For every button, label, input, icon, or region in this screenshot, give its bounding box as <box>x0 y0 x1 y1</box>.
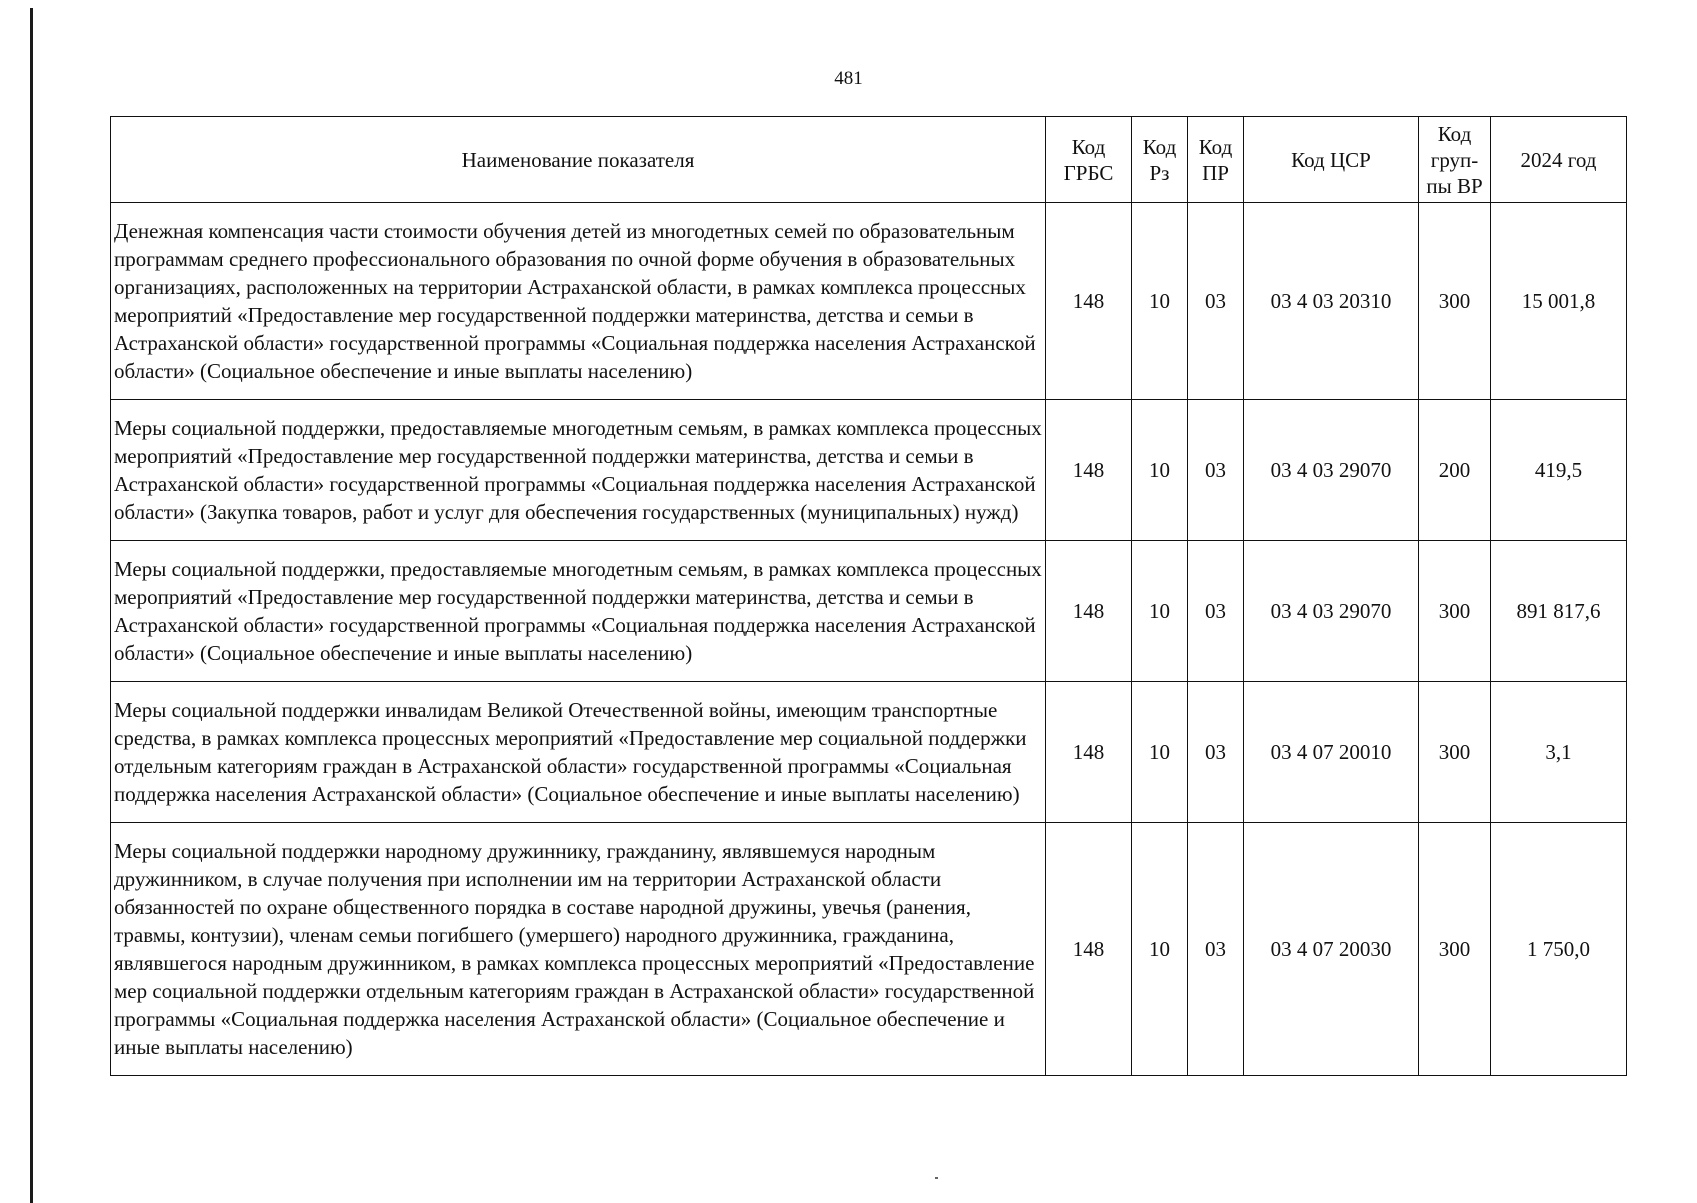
row-rz: 10 <box>1132 682 1188 823</box>
row-csr: 03 4 03 29070 <box>1244 400 1419 541</box>
row-amount: 1 750,0 <box>1491 823 1627 1076</box>
row-pr: 03 <box>1188 203 1244 400</box>
table-header-row <box>111 117 1627 203</box>
row-vr: 300 <box>1419 203 1491 400</box>
row-amount: 15 001,8 <box>1491 203 1627 400</box>
row-rz: 10 <box>1132 203 1188 400</box>
row-csr: 03 4 07 20030 <box>1244 823 1419 1076</box>
header-rz: Код Рз <box>1132 117 1188 203</box>
budget-table <box>110 116 1627 1076</box>
row-vr: 300 <box>1419 682 1491 823</box>
row-pr: 03 <box>1188 541 1244 682</box>
row-grbs: 148 <box>1046 400 1132 541</box>
header-year: 2024 год <box>1491 117 1627 203</box>
row-name: Меры социальной поддержки, предоставляемые многодетным семьям, в рамках комплекса процессных мероприятий «Предоставление мер государственной поддержки материнства, детства и семьи в Астраханской области» государственной программы «Социальная поддержка населения Астраханской области» (Закупка товаров, работ и услуг для обеспечения государственных (муниципальных) нужд) <box>111 400 1046 541</box>
row-csr: 03 4 03 20310 <box>1244 203 1419 400</box>
header-pr: Код ПР <box>1188 117 1244 203</box>
row-amount: 891 817,6 <box>1491 541 1627 682</box>
row-name: Меры социальной поддержки, предоставляемые многодетным семьям, в рамках комплекса процессных мероприятий «Предоставление мер государственной поддержки материнства, детства и семьи в Астраханской области» государственной программы «Социальная поддержка населения Астраханской области» (Социальное обеспечение и иные выплаты населению) <box>111 541 1046 682</box>
table-row <box>111 400 1627 541</box>
row-vr: 200 <box>1419 400 1491 541</box>
row-name: Меры социальной поддержки народному дружиннику, гражданину, являвшемуся народным дружинником, в случае получения при исполнении им на территории Астраханской области обязанностей по охране общественного порядка в составе народной дружины, увечья (ранения, травмы, контузии), членам семьи погибшего (умершего) народного дружинника, гражданина, являвшегося народным дружинником, в рамках комплекса процессных мероприятий «Предоставление мер социальной поддержки отдельным категориям граждан в Астраханской области» государственной программы «Социальная поддержка населения Астраханской области» (Социальное обеспечение и иные выплаты населению) <box>111 823 1046 1076</box>
table-row <box>111 203 1627 400</box>
page-number: 481 <box>834 68 863 89</box>
row-vr: 300 <box>1419 823 1491 1076</box>
row-rz: 10 <box>1132 541 1188 682</box>
binding-edge-line <box>30 8 33 1203</box>
row-rz: 10 <box>1132 400 1188 541</box>
table-row <box>111 823 1627 1076</box>
row-vr: 300 <box>1419 541 1491 682</box>
row-pr: 03 <box>1188 400 1244 541</box>
header-vr: Код груп- пы ВР <box>1419 117 1491 203</box>
row-amount: 3,1 <box>1491 682 1627 823</box>
row-pr: 03 <box>1188 823 1244 1076</box>
row-grbs: 148 <box>1046 682 1132 823</box>
row-name: Меры социальной поддержки инвалидам Великой Отечественной войны, имеющим транспортные средства, в рамках комплекса процессных мероприятий «Предоставление мер социальной поддержки отдельным категориям граждан в Астраханской области» государственной программы «Социальная поддержка населения Астраханской области» (Социальное обеспечение и иные выплаты населению) <box>111 682 1046 823</box>
row-grbs: 148 <box>1046 203 1132 400</box>
row-name: Денежная компенсация части стоимости обучения детей из многодетных семей по образовательным программам среднего профессионального образования по очной форме обучения в образовательных организациях, расположенных на территории Астраханской области, в рамках комплекса процессных мероприятий «Предоставление мер государственной поддержки материнства, детства и семьи в Астраханской области» государственной программы «Социальная поддержка населения Астраханской области» (Социальное обеспечение и иные выплаты населению) <box>111 203 1046 400</box>
row-csr: 03 4 07 20010 <box>1244 682 1419 823</box>
scan-speck <box>935 1177 938 1179</box>
row-rz: 10 <box>1132 823 1188 1076</box>
row-pr: 03 <box>1188 682 1244 823</box>
header-csr: Код ЦСР <box>1244 117 1419 203</box>
table-row <box>111 541 1627 682</box>
row-amount: 419,5 <box>1491 400 1627 541</box>
row-grbs: 148 <box>1046 823 1132 1076</box>
row-grbs: 148 <box>1046 541 1132 682</box>
row-csr: 03 4 03 29070 <box>1244 541 1419 682</box>
header-grbs: Код ГРБС <box>1046 117 1132 203</box>
header-name: Наименование показателя <box>111 117 1046 203</box>
table-row <box>111 682 1627 823</box>
